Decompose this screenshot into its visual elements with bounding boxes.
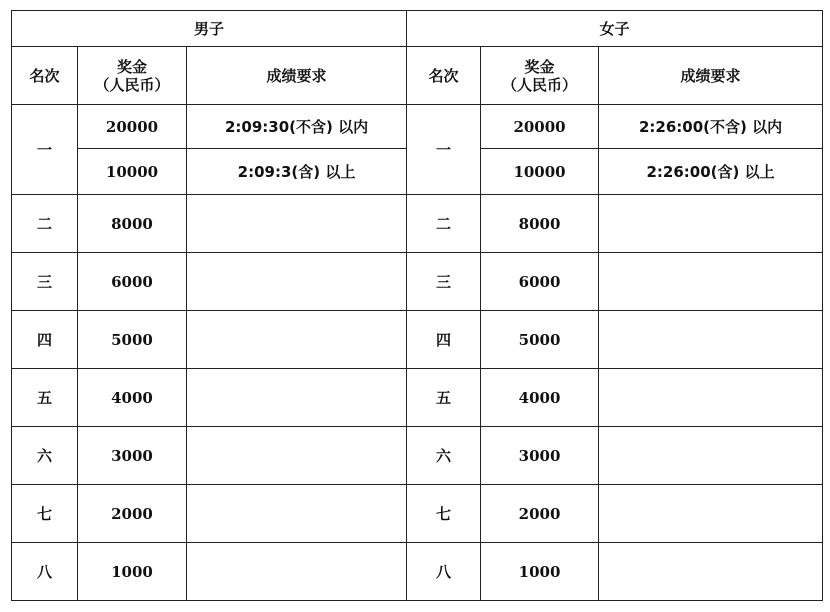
- men-requirement-cell: [187, 543, 407, 601]
- women-prize-cell: 5000: [481, 311, 599, 369]
- men-prize-cell: 4000: [78, 369, 187, 427]
- prize-header-line1: 奖金: [116, 57, 147, 76]
- men-rank-cell: 五: [12, 369, 78, 427]
- women-prize-cell: 10000: [481, 149, 599, 195]
- men-prize-cell: 2000: [78, 485, 187, 543]
- men-rank-cell: 二: [12, 195, 78, 253]
- women-requirement-cell: [599, 543, 823, 601]
- women-prize-cell: 3000: [481, 427, 599, 485]
- group-header-row: [12, 11, 823, 47]
- men-rank-header: 名次: [12, 47, 78, 105]
- men-requirement-cell: [187, 253, 407, 311]
- men-prize-header: [78, 47, 187, 105]
- men-group-header: 男子: [12, 11, 407, 47]
- women-prize-header: [481, 47, 599, 105]
- table-row: [12, 105, 823, 149]
- men-prize-cell: 3000: [78, 427, 187, 485]
- table-row: [12, 253, 823, 311]
- table-row: [12, 543, 823, 601]
- men-prize-cell: 6000: [78, 253, 187, 311]
- men-requirement-header: 成绩要求: [187, 47, 407, 105]
- men-requirement-cell: 2:09:30(不含) 以内: [187, 105, 407, 149]
- table-row: [12, 485, 823, 543]
- table-row: [12, 311, 823, 369]
- women-rank-header: 名次: [407, 47, 481, 105]
- women-prize-cell: 4000: [481, 369, 599, 427]
- men-prize-cell: 1000: [78, 543, 187, 601]
- women-rank-cell: 六: [407, 427, 481, 485]
- women-prize-cell: 8000: [481, 195, 599, 253]
- men-requirement-cell: [187, 195, 407, 253]
- women-requirement-cell: [599, 427, 823, 485]
- men-rank-cell: 三: [12, 253, 78, 311]
- men-rank-cell: 六: [12, 427, 78, 485]
- men-rank-cell: 四: [12, 311, 78, 369]
- men-rank-cell: 七: [12, 485, 78, 543]
- women-requirement-cell: 2:26:00(含) 以上: [599, 149, 823, 195]
- women-prize-cell: 20000: [481, 105, 599, 149]
- women-requirement-header: 成绩要求: [599, 47, 823, 105]
- men-requirement-cell: [187, 427, 407, 485]
- men-prize-cell: 20000: [78, 105, 187, 149]
- women-rank-cell: 二: [407, 195, 481, 253]
- men-rank-cell: 一: [12, 105, 78, 195]
- column-header-row: [12, 47, 823, 105]
- women-rank-cell: 四: [407, 311, 481, 369]
- women-prize-cell: 2000: [481, 485, 599, 543]
- women-requirement-cell: [599, 369, 823, 427]
- men-prize-cell: 8000: [78, 195, 187, 253]
- men-prize-cell: 5000: [78, 311, 187, 369]
- women-requirement-cell: [599, 195, 823, 253]
- women-prize-cell: 6000: [481, 253, 599, 311]
- women-requirement-cell: [599, 311, 823, 369]
- men-requirement-cell: 2:09:3(含) 以上: [187, 149, 407, 195]
- men-rank-cell: 八: [12, 543, 78, 601]
- men-requirement-cell: [187, 485, 407, 543]
- women-rank-cell: 七: [407, 485, 481, 543]
- table-row: [12, 369, 823, 427]
- women-requirement-cell: [599, 253, 823, 311]
- prize-header-line2: （人民币）: [94, 75, 170, 94]
- men-requirement-cell: [187, 311, 407, 369]
- table-row: [12, 427, 823, 485]
- women-rank-cell: 三: [407, 253, 481, 311]
- prize-header-line2: （人民币）: [502, 75, 578, 94]
- women-requirement-cell: 2:26:00(不含) 以内: [599, 105, 823, 149]
- men-requirement-cell: [187, 369, 407, 427]
- women-rank-cell: 五: [407, 369, 481, 427]
- prize-header-line1: 奖金: [524, 57, 555, 76]
- women-requirement-cell: [599, 485, 823, 543]
- prize-table: [11, 10, 823, 601]
- women-prize-cell: 1000: [481, 543, 599, 601]
- women-rank-cell: 八: [407, 543, 481, 601]
- women-rank-cell: 一: [407, 105, 481, 195]
- women-group-header: 女子: [407, 11, 823, 47]
- men-prize-cell: 10000: [78, 149, 187, 195]
- table-row: [12, 195, 823, 253]
